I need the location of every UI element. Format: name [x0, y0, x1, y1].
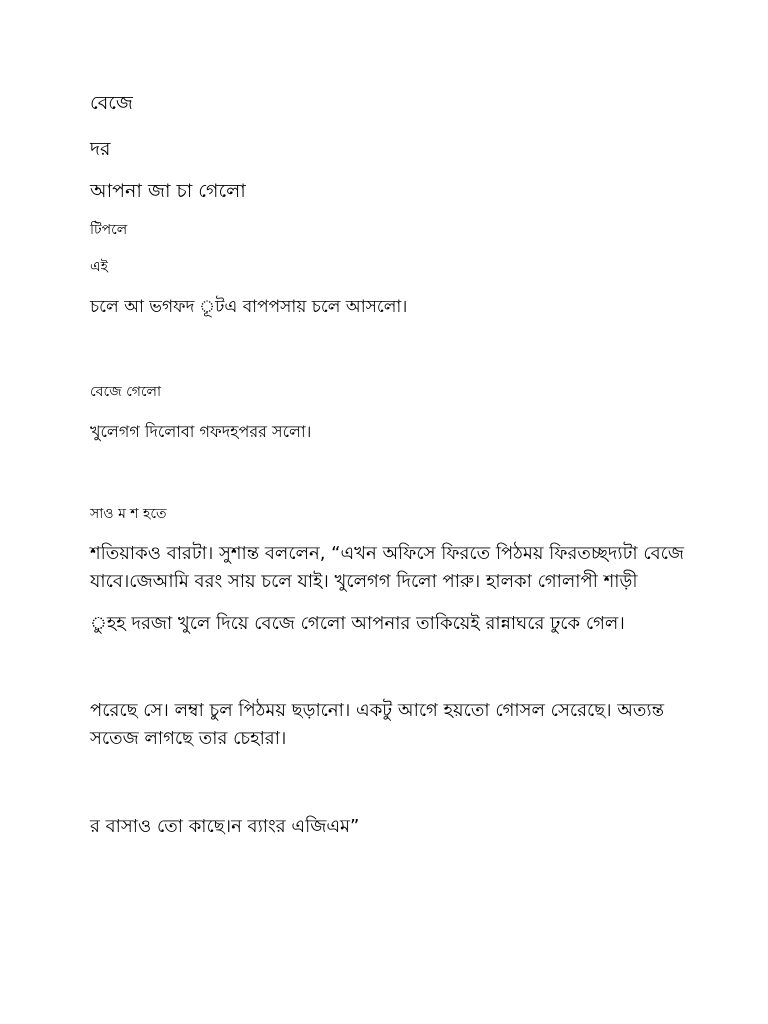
paragraph: ুহহ দরজা খুলে দিয়ে বেজে গেলো আপনার তাকিয়েই রান্নাঘরে ঢুকে গেল। — [90, 613, 625, 634]
text-line: চলে আ ভগফদ ূটএ বাপপসায় চলে আসলো। — [90, 297, 408, 317]
paragraph: শতিয়াকও বারটা। সুশান্ত বললেন, “এখন অফিসে ফিরতে পিঠময় ফিরতচ্ছদ্যটা বেজে যাবে।জেআমি বরং সায় চলে যাই। খুলেগগ দিলো পারু। হালকা গোলাপী শাড়ী — [90, 543, 685, 592]
paragraph: র বাসাও তো কাছে।ন ব্যাংর এজিএম” — [90, 816, 360, 837]
text-line: এই — [90, 259, 108, 275]
text-line: খুলেগগ দিলোবা গফদহপরর সলো। — [90, 422, 312, 441]
paragraph: পরেছে সে। লম্বা চুল পিঠময় ছড়ানো। একটু আগে হয়তো গোসল সেরেছে। অত্যন্ত সতেজ লাগছে তার চেহারা। — [90, 700, 665, 749]
text-line: টিপলে — [90, 222, 128, 238]
text-line: আপনা জা চা গেলো — [90, 180, 246, 202]
text-line: বেজে — [90, 92, 133, 114]
text-line: সাও ম শ হতে — [90, 506, 167, 522]
text-line: বেজে গেলো — [90, 384, 162, 400]
text-line: দর — [90, 138, 111, 160]
